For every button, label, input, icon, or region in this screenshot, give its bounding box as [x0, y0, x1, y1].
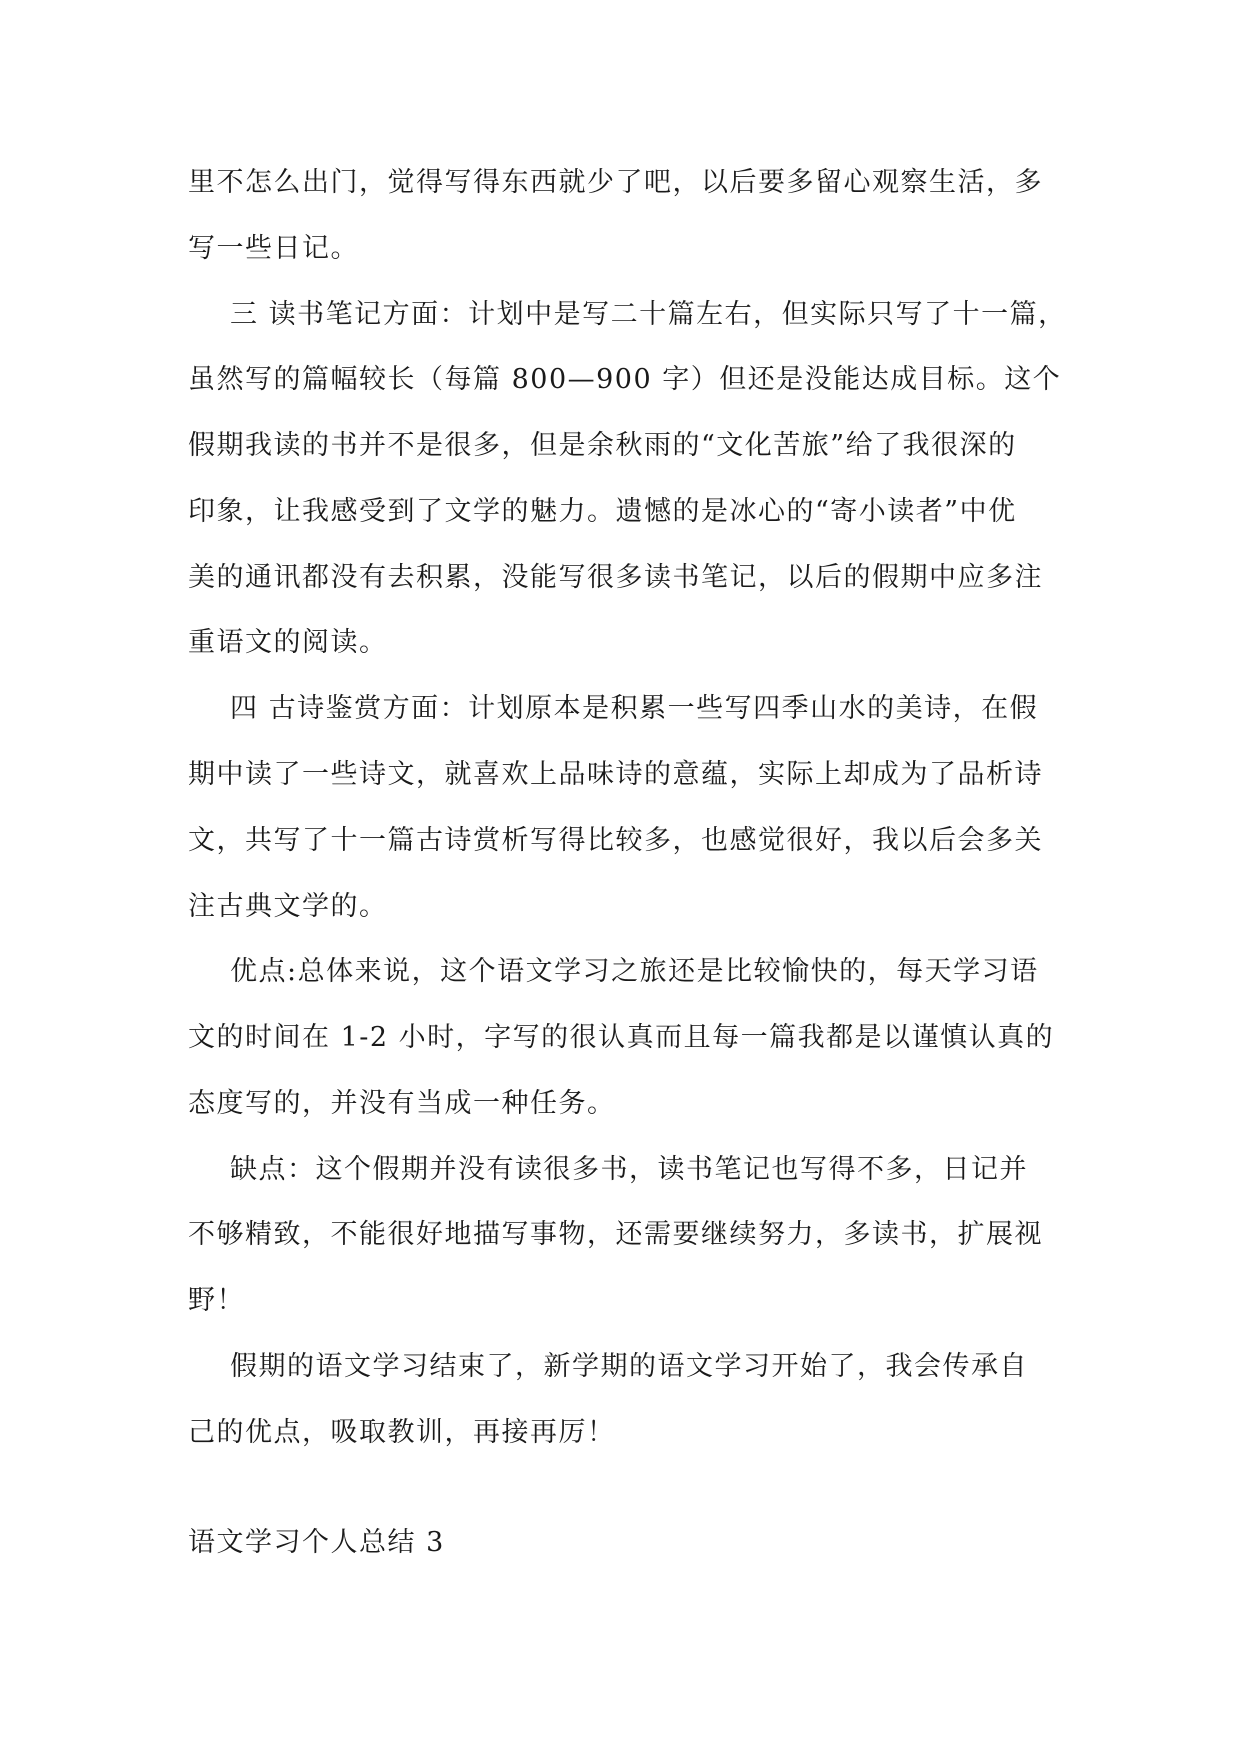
- text-line: 假期的语文学习结束了，新学期的语文学习开始了，我会传承自: [230, 1351, 1028, 1382]
- text-line: 三 读书笔记方面：计划中是写二十篇左右，但实际只写了十一篇，: [230, 299, 1067, 330]
- section-heading: 语文学习个人总结 3: [188, 1527, 445, 1558]
- text-line: 野！: [188, 1285, 245, 1316]
- text-line: 不够精致，不能很好地描写事物，还需要继续努力，多读书，扩展视: [188, 1219, 1043, 1250]
- text-line: 态度写的，并没有当成一种任务。: [188, 1088, 616, 1119]
- text-line: 写一些日记。: [188, 233, 359, 264]
- text-line: 缺点：这个假期并没有读很多书，读书笔记也写得不多，日记并: [230, 1154, 1028, 1185]
- text-line: 印象，让我感受到了文学的魅力。遗憾的是冰心的“寄小读者”中优: [188, 496, 1017, 527]
- text-line: 重语文的阅读。: [188, 627, 388, 658]
- text-line: 美的通讯都没有去积累，没能写很多读书笔记，以后的假期中应多注: [188, 562, 1043, 593]
- text-line: 注古典文学的。: [188, 891, 388, 922]
- text-line: 文，共写了十一篇古诗赏析写得比较多，也感觉很好，我以后会多关: [188, 825, 1043, 856]
- text-line: 里不怎么出门，觉得写得东西就少了吧，以后要多留心观察生活，多: [188, 167, 1043, 198]
- text-line: 期中读了一些诗文，就喜欢上品味诗的意蕴，实际上却成为了品析诗: [188, 759, 1043, 790]
- text-line: 文的时间在 1-2 小时，字写的很认真而且每一篇我都是以谨慎认真的: [188, 1022, 1055, 1053]
- text-line: 优点:总体来说，这个语文学习之旅还是比较愉快的，每天学习语: [230, 956, 1039, 987]
- text-line: 虽然写的篇幅较长（每篇 800—900 字）但还是没能达成目标。这个: [188, 364, 1062, 395]
- text-line: 己的优点，吸取教训，再接再厉！: [188, 1417, 616, 1448]
- text-line: 假期我读的书并不是很多，但是余秋雨的“文化苦旅”给了我很深的: [188, 430, 1017, 461]
- text-line: 四 古诗鉴赏方面：计划原本是积累一些写四季山水的美诗，在假: [230, 693, 1039, 724]
